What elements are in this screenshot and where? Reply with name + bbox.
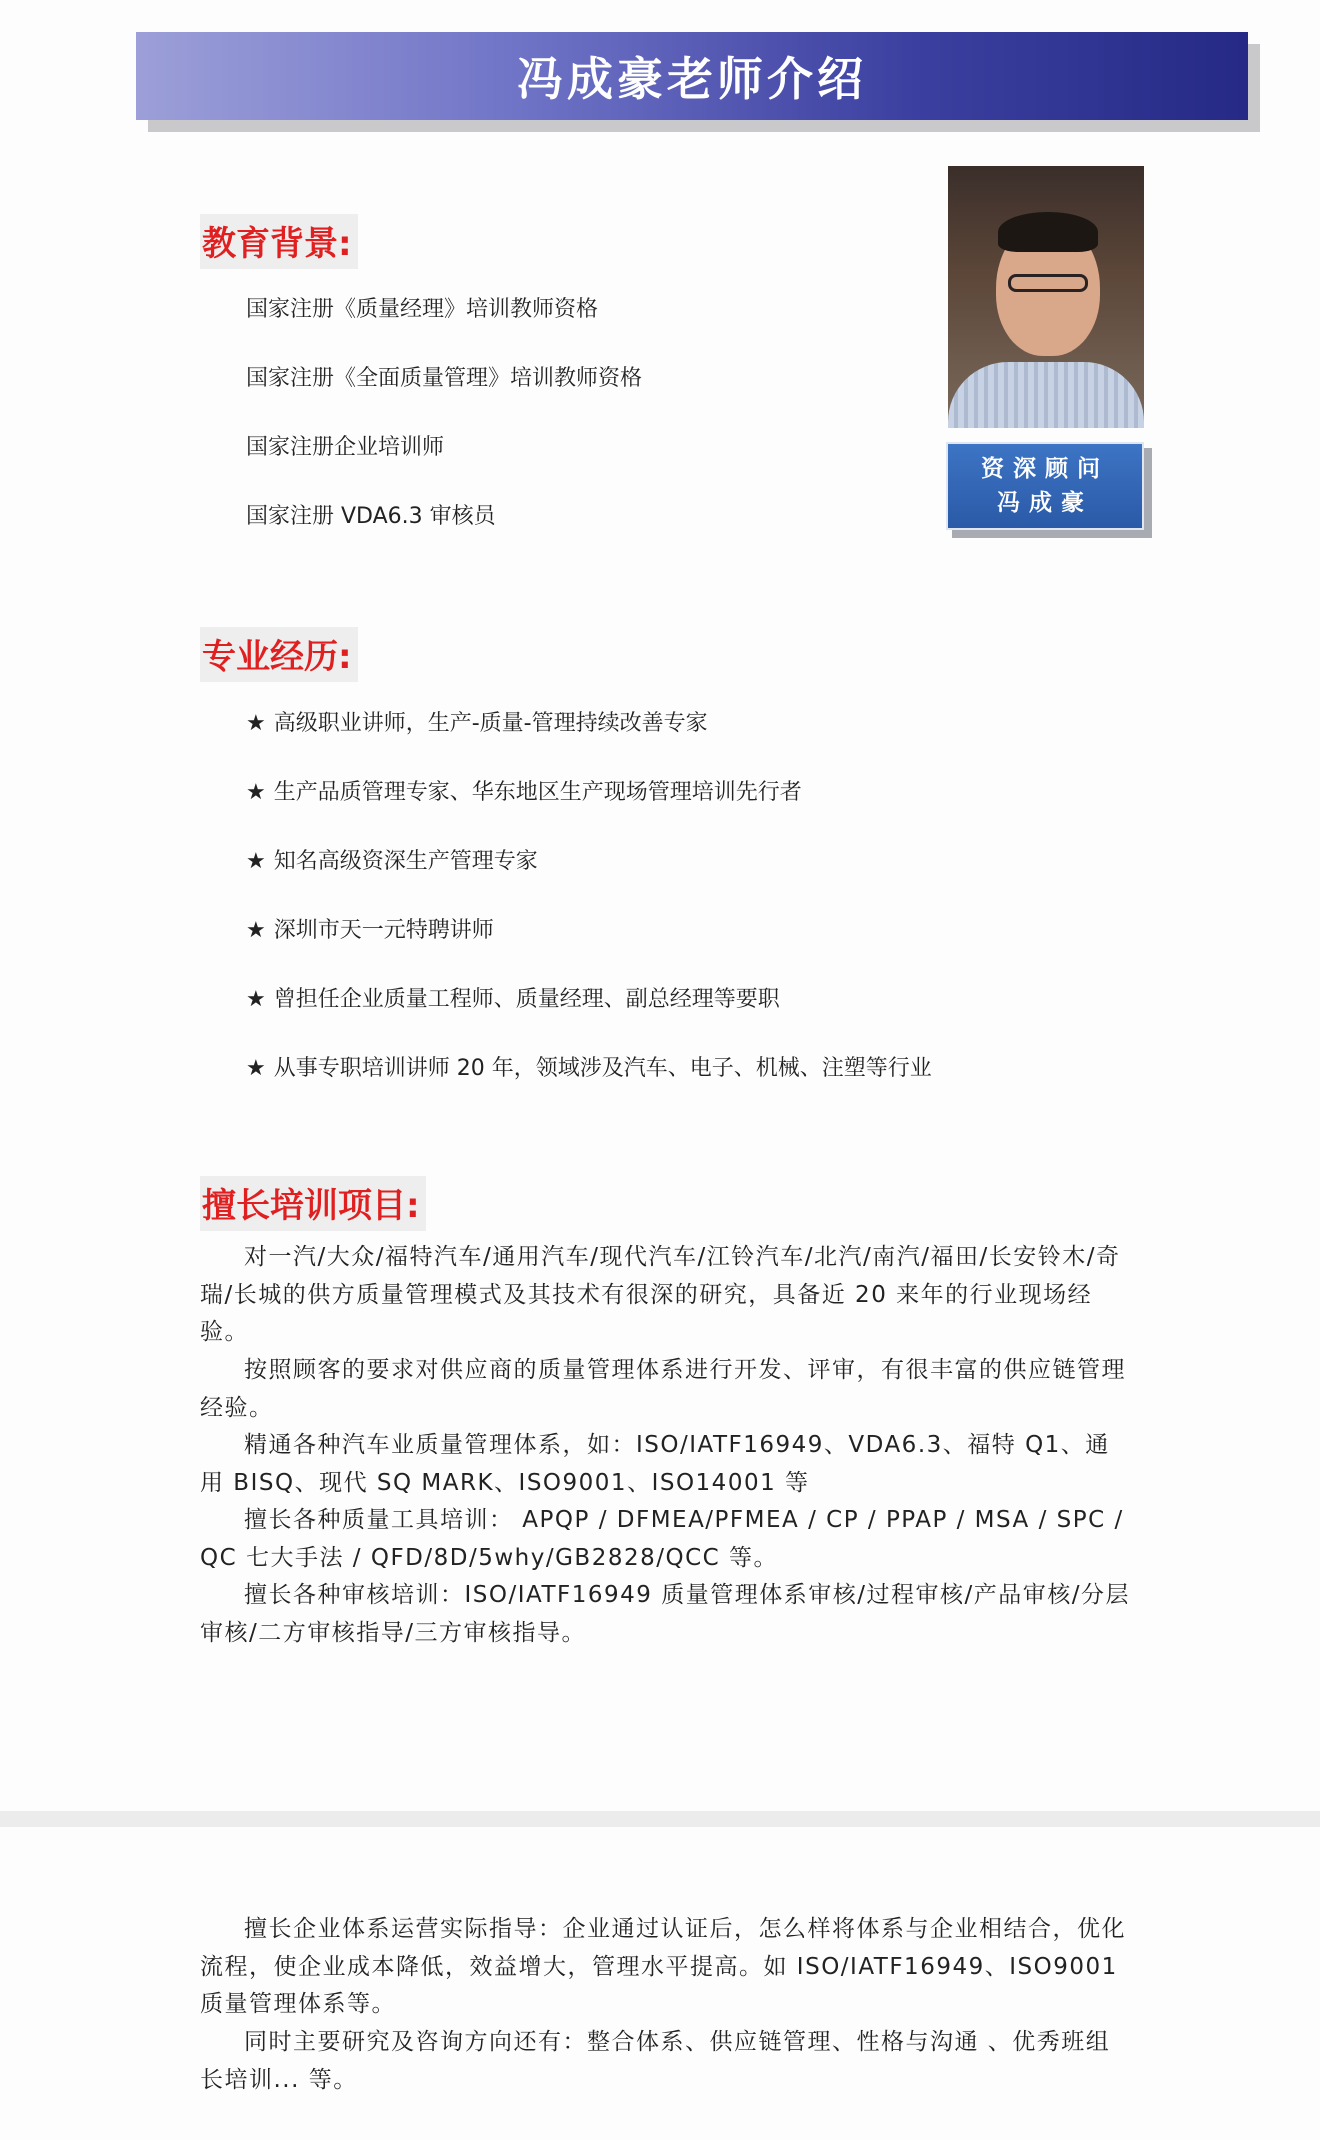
star-icon: ★ <box>246 987 266 1012</box>
experience-text: 高级职业讲师，生产-质量-管理持续改善专家 <box>273 711 708 736</box>
training-title: 擅长培训项目: <box>200 1176 426 1231</box>
name-badge <box>946 442 1144 530</box>
experience-title: 专业经历: <box>200 627 358 682</box>
continuation-paragraph: 擅长企业体系运营实际指导：企业通过认证后，怎么样将体系与企业相结合，优化流程，使企业成本降低，效益增大，管理水平提高。如 ISO/IATF16949、ISO9001 质量管理体系等。 <box>200 1916 1126 2017</box>
teacher-photo <box>948 166 1144 428</box>
education-item: 国家注册 VDA6.3 审核员 <box>246 504 496 529</box>
experience-item <box>246 913 494 944</box>
badge-role: 资深顾问 <box>981 456 1109 482</box>
star-icon: ★ <box>246 1056 266 1081</box>
photo-shirt <box>948 362 1144 428</box>
experience-text: 深圳市天一元特聘讲师 <box>273 918 494 943</box>
photo-glasses <box>1008 274 1088 292</box>
experience-item <box>246 775 802 806</box>
education-item: 国家注册《质量经理》培训教师资格 <box>246 297 599 322</box>
star-icon: ★ <box>246 780 266 805</box>
training-paragraph: 对一汽/大众/福特汽车/通用汽车/现代汽车/江铃汽车/北汽/南汽/福田/长安铃木/奇瑞/长城的供方质量管理模式及其技术有很深的研究，具备近 20 来年的行业现场经验。 <box>200 1244 1121 1345</box>
experience-text: 生产品质管理专家、华东地区生产现场管理培训先行者 <box>273 780 802 805</box>
experience-item <box>246 844 538 875</box>
education-item: 国家注册《全面质量管理》培训教师资格 <box>246 366 643 391</box>
education-title: 教育背景: <box>200 214 358 269</box>
education-item: 国家注册企业培训师 <box>246 435 445 460</box>
badge-name: 冯成豪 <box>997 490 1093 516</box>
header-banner <box>136 32 1248 120</box>
star-icon: ★ <box>246 918 266 943</box>
experience-item <box>246 1051 932 1082</box>
star-icon: ★ <box>246 711 266 736</box>
experience-text: 从事专职培训讲师 20 年，领域涉及汽车、电子、机械、注塑等行业 <box>273 1056 932 1081</box>
training-paragraph: 擅长各种审核培训：ISO/IATF16949 质量管理体系审核/过程审核/产品审核/分层审核/二方审核指导/三方审核指导。 <box>200 1582 1130 1646</box>
experience-text: 曾担任企业质量工程师、质量经理、副总经理等要职 <box>273 987 780 1012</box>
photo-hair <box>998 212 1098 252</box>
training-paragraph: 擅长各种质量工具培训： APQP / DFMEA/PFMEA / CP / PPAP / MSA / SPC / QC 七大手法 / QFD/8D/5why/GB2828/QCC 等。 <box>200 1507 1124 1571</box>
experience-text: 知名高级资深生产管理专家 <box>273 849 538 874</box>
page-title: 冯成豪老师介绍 <box>517 52 867 106</box>
training-paragraph: 按照顾客的要求对供应商的质量管理体系进行开发、评审，有很丰富的供应链管理经验。 <box>200 1357 1126 1421</box>
page-divider <box>0 1811 1320 1827</box>
experience-item <box>246 706 708 737</box>
experience-item <box>246 982 780 1013</box>
continuation-paragraph: 同时主要研究及咨询方向还有：整合体系、供应链管理、性格与沟通 、优秀班组长培训... 等。 <box>200 2029 1111 2093</box>
star-icon: ★ <box>246 849 266 874</box>
training-paragraph: 精通各种汽车业质量管理体系，如：ISO/IATF16949、VDA6.3、福特 Q1、通用 BISQ、现代 SQ MARK、ISO9001、ISO14001 等 <box>200 1432 1110 1496</box>
